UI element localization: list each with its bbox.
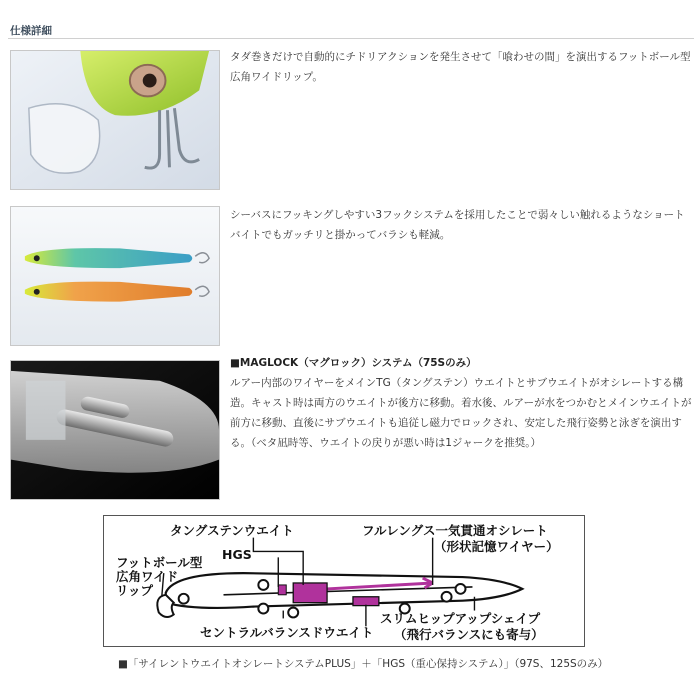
lip-photo <box>10 50 220 190</box>
feature-lip-text <box>230 47 692 87</box>
label-tungsten-weight: タングステンウエイト <box>170 523 294 538</box>
label-full-length-oscillate: フルレングス一気貫通オシレート <box>362 523 548 538</box>
label-hgs: HGS <box>222 547 252 562</box>
section-heading: 仕様詳細 <box>10 25 52 37</box>
feature-hook-description: シーバスにフッキングしやすい3フックシステムを採用したことで弱々しい触れるようなショートバイトでもガッチリと掛かってバラシも軽減。 <box>230 209 685 241</box>
label-slim-hip-up-shape: スリムヒップアップシェイプ <box>380 611 541 626</box>
maglock-subheading: ■MAGLOCK（マグロック）システム（75Sのみ） <box>230 357 477 369</box>
label-flight-balance: （飛行バランスにも寄与） <box>394 627 544 642</box>
lure-structure-diagram <box>103 515 585 647</box>
maglock-description: ルアー内部のワイヤーをメインTG（タングステン）ウエイトとサブウエイトがオシレートする構造。キャスト時は両方のウエイトが後方に移動。着水後、ルアーが水をつかむとメインウエイトが前方に移動、直後にサブウエイトも追従し磁力でロックされ、安定した飛行姿勢と泳ぎを演出する。（ベタ凪時等、ウエイトの戻りが悪い時は1ジャークを推奨。） <box>230 377 692 449</box>
feature-hook-text <box>230 205 692 245</box>
label-football-lip-2: 広角ワイド <box>116 569 179 584</box>
three-hook-photo <box>10 206 220 346</box>
label-shape-memory-wire: （形状記憶ワイヤー） <box>434 539 559 554</box>
feature-maglock-text <box>230 353 692 453</box>
feature-lip-description: タダ巻きだけで自動的にチドリアクションを発生させて「喰わせの間」を演出するフットボール型広角ワイドリップ。 <box>230 51 691 83</box>
diagram-caption: ■「サイレントウエイトオシレートシステムPLUS」＋「HGS（重心保持システム）」（97S、125Sのみ） <box>118 658 609 670</box>
heading-divider <box>8 38 694 39</box>
maglock-photo <box>10 360 220 500</box>
label-football-lip-3: リップ <box>116 583 154 598</box>
label-football-lip-1: フットボール型 <box>116 555 203 570</box>
label-central-balanced-weight: セントラルバランスドウエイト <box>200 625 374 640</box>
